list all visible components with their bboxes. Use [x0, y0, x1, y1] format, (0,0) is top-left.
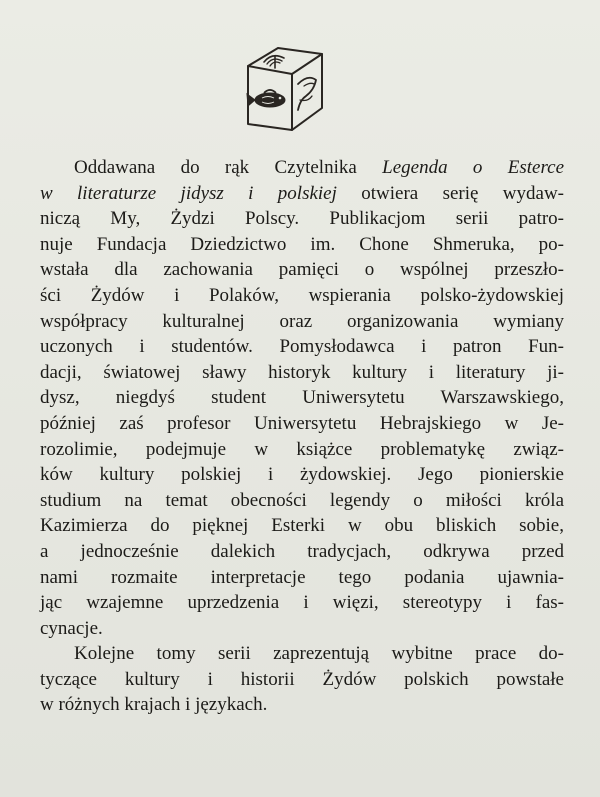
paragraph-2 — [40, 641, 564, 718]
cube-emblem-icon — [242, 40, 326, 134]
text-line — [40, 616, 564, 642]
text-line — [40, 206, 564, 232]
text-line — [40, 641, 564, 667]
text-line — [40, 539, 564, 565]
text-line — [40, 590, 564, 616]
text-line — [40, 155, 564, 181]
italic-title-run: Legenda o Esterce — [382, 157, 565, 178]
text-run: a jednocześnie dalekich tradycjach, odkrywa przed — [40, 540, 564, 562]
text-line — [40, 462, 564, 488]
text-line — [40, 283, 564, 309]
text-line — [40, 565, 564, 591]
text-run: współpracy kulturalnej oraz organizowania wymiany — [40, 310, 564, 332]
paragraph-1 — [40, 155, 564, 641]
text-line — [40, 334, 564, 360]
text-run: studium na temat obecności legendy o miłości króla — [40, 489, 564, 511]
text-run: uczonych i studentów. Pomysłodawca i patron Fun- — [40, 336, 564, 358]
text-line — [40, 667, 564, 693]
text-run: później zaś profesor Uniwersytetu Hebrajskiego w Je- — [40, 412, 564, 434]
text-run: nami rozmaite interpretacje tego podania ujawnia- — [40, 566, 564, 588]
text-line — [40, 513, 564, 539]
text-run: niczą My, Żydzi Polscy. Publikacjom serii patro- — [40, 208, 564, 230]
body-text — [40, 155, 564, 718]
text-run: cynacje. — [40, 617, 103, 639]
text-line — [40, 385, 564, 411]
text-run: Kolejne tomy serii zaprezentują wybitne prace do- — [74, 643, 564, 665]
text-line — [40, 309, 564, 335]
text-run: tyczące kultury i historii Żydów polskich powstałe — [40, 668, 564, 690]
text-line — [40, 360, 564, 386]
text-run: nuje Fundacja Dziedzictwo im. Chone Shmeruka, po- — [40, 233, 564, 255]
text-run: ści Żydów i Polaków, wspierania polsko-żydowskiej — [40, 284, 564, 306]
text-run: wstała dla zachowania pamięci o wspólnej przeszło- — [40, 259, 564, 281]
text-run: Oddawana do rąk Czytelnika — [74, 157, 383, 178]
text-run: jąc wzajemne uprzedzenia i więzi, stereotypy i fas- — [40, 592, 564, 614]
text-run: otwiera serię wydaw- — [336, 182, 564, 204]
text-line — [40, 692, 564, 718]
text-run: dacji, światowej sławy historyk kultury i literatury ji- — [40, 361, 564, 383]
text-run: rozolimie, podejmuje w książce problematykę związ- — [40, 438, 564, 460]
italic-title-run: w literaturze jidysz i polskiej — [40, 182, 337, 204]
text-line — [40, 411, 564, 437]
text-line — [40, 181, 564, 207]
text-run: w różnych krajach i językach. — [40, 694, 268, 716]
text-line — [40, 488, 564, 514]
text-run: ków kultury polskiej i żydowskiej. Jego pionierskie — [40, 464, 564, 486]
text-line — [40, 437, 564, 463]
text-line — [40, 232, 564, 258]
text-line — [40, 257, 564, 283]
text-run: dysz, niegdyś student Uniwersytetu Warszawskiego, — [40, 387, 564, 409]
text-run: Kazimierza do pięknej Esterki w obu bliskich sobie, — [40, 515, 564, 537]
